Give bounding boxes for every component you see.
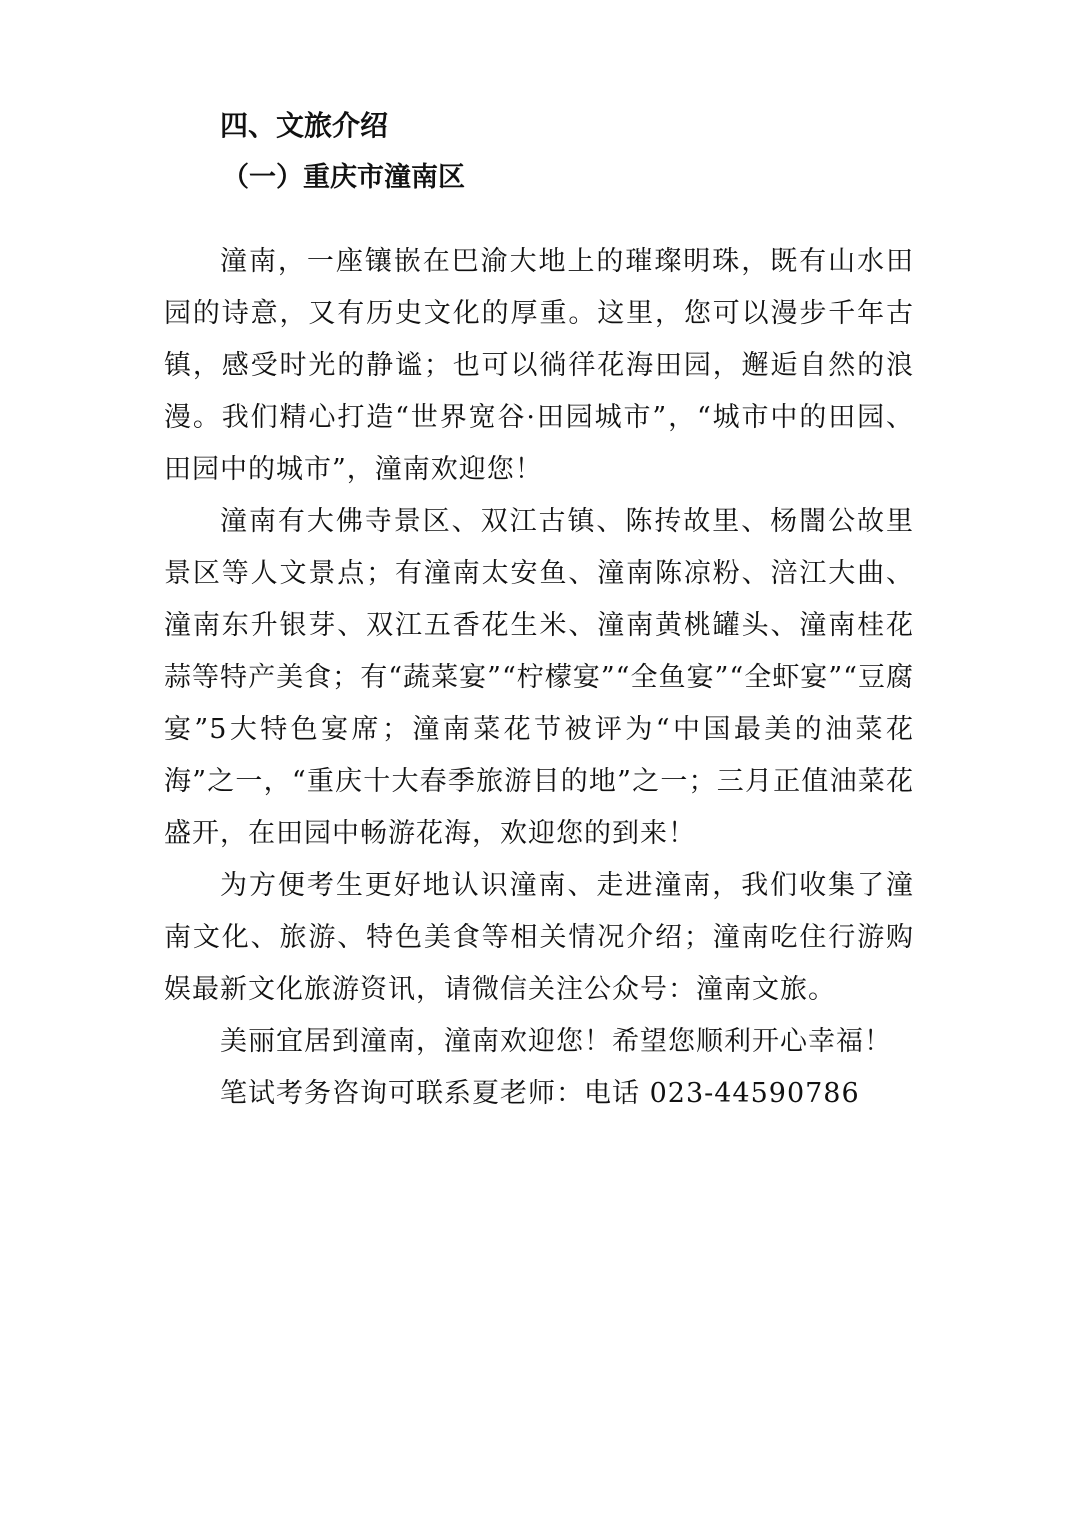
wechat-account-name: 潼南文旅 — [696, 974, 808, 1005]
contact-line: 笔试考务咨询可联系夏老师：电话 023-44590786 — [220, 1078, 860, 1109]
welcome-line: 美丽宜居到潼南，潼南欢迎您！希望您顺利开心幸福！ — [220, 1026, 892, 1057]
info-paragraph-end: 。 — [808, 974, 836, 1005]
info-paragraph-text: 为方便考生更好地认识潼南、走进潼南，我们收集了潼南文化、旅游、特色美食等相关情况介绍；潼南吃住行游购娱最新文化旅游资讯，请微信关注公众号： — [164, 870, 914, 1005]
intro-paragraph: 潼南，一座镶嵌在巴渝大地上的璀璨明珠，既有山水田园的诗意，又有历史文化的厚重。这里，您可以漫步千年古镇，感受时光的静谧；也可以徜徉花海田园，邂逅自然的浪漫。我们精心打造“世界宽谷·田园城市”，“城市中的田园、田园中的城市”，潼南欢迎您！ — [164, 246, 914, 485]
attractions-paragraph: 潼南有大佛寺景区、双江古镇、陈抟故里、杨闇公故里景区等人文景点；有潼南太安鱼、潼南陈凉粉、涪江大曲、潼南东升银芽、双江五香花生米、潼南黄桃罐头、潼南桂花蒜等特产美食；有“蔬菜宴”“柠檬宴”“全鱼宴”“全虾宴”“豆腐宴”5大特色宴席；潼南菜花节被评为“中国最美的油菜花海”之一，“重庆十大春季旅游目的地”之一；三月正值油菜花盛开，在田园中畅游花海，欢迎您的到来！ — [164, 506, 914, 849]
section-heading: 四、文旅介绍 — [220, 109, 389, 142]
info-paragraph — [164, 860, 914, 1016]
subsection-heading: （一）重庆市潼南区 — [222, 162, 465, 193]
